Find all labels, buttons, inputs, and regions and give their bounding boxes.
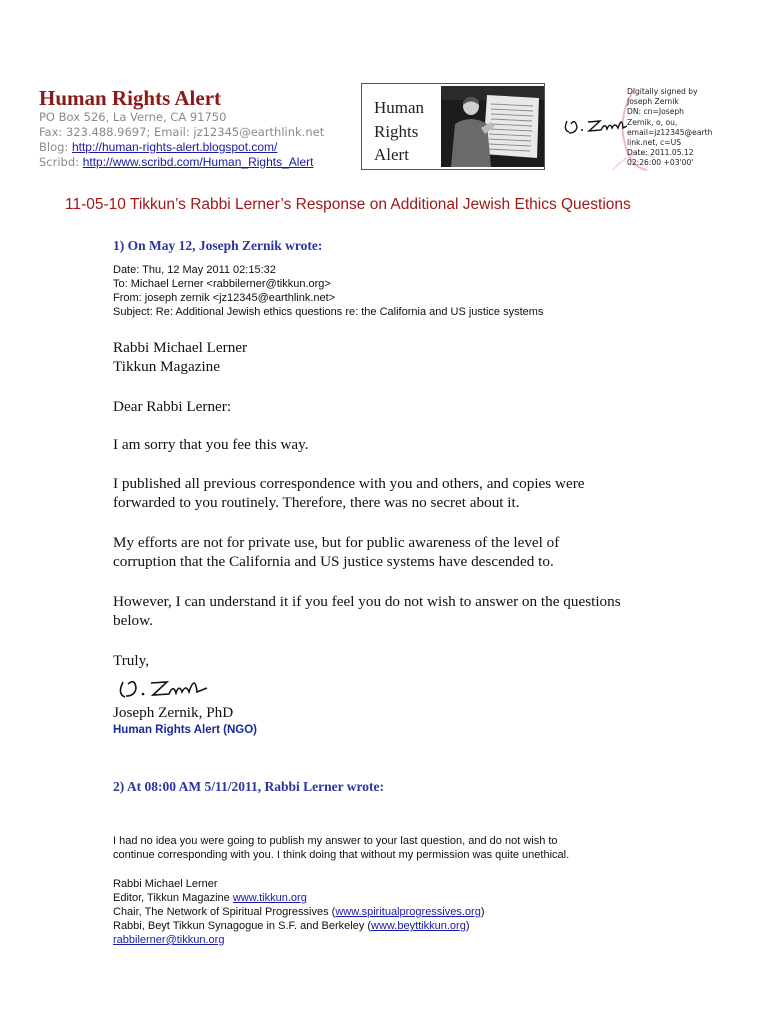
tikkun-link[interactable]: www.tikkun.org: [232, 892, 307, 904]
lerner-email-link[interactable]: rabbilerner@tikkun.org: [113, 934, 225, 946]
blog-line: [39, 140, 277, 154]
salutation: Dear Rabbi Lerner:: [113, 398, 232, 415]
paragraph-line: forwarded to you routinely. Therefore, there was no secret about it.: [113, 494, 520, 511]
lerner-email: [113, 934, 224, 946]
paragraph-line: below.: [113, 612, 153, 629]
sig-line: 02:26:00 +03'00': [627, 158, 694, 168]
email-from: From: joseph zernik <jz12345@earthlink.net>: [113, 292, 336, 304]
lerner-name: Rabbi Michael Lerner: [113, 878, 218, 890]
person-reading-declaration-photo-icon: [441, 86, 544, 167]
lerner-title-3: [113, 920, 469, 932]
logo-line-2: Rights: [374, 122, 419, 141]
fax-email-line: Fax: 323.488.9697; Email: jz12345@earthlink.net: [39, 125, 325, 139]
handwritten-signature-icon: [115, 672, 235, 704]
lerner-title-1-text: Editor, Tikkun Magazine: [113, 892, 233, 904]
sig-line: link.net, c=US: [627, 138, 682, 148]
reply-line: continue corresponding with you. I think doing that without my permission was quite unethical.: [113, 849, 570, 861]
hra-logo: [361, 83, 545, 170]
paragraph-line: I published all previous correspondence with you and others, and copies were: [113, 475, 585, 492]
addressee-name: Rabbi Michael Lerner: [113, 339, 248, 356]
scribd-line: [39, 155, 313, 169]
paragraph-line: corruption that the California and US justice systems have descended to.: [113, 553, 554, 570]
sig-line: email=jz12345@earth: [627, 127, 713, 137]
sig-line: DN: cn=Joseph: [627, 107, 684, 117]
email-date: Date: Thu, 12 May 2011 02:15:32: [113, 264, 276, 276]
section2-heading: 2) At 08:00 AM 5/11/2011, Rabbi Lerner wrote:: [113, 779, 384, 794]
beyt-tikkun-link[interactable]: www.beyttikkun.org: [371, 920, 466, 932]
sig-line: Date: 2011.05.12: [627, 148, 694, 158]
reply-line: I had no idea you were going to publish my answer to your last question, and do not wish to: [113, 835, 558, 847]
address-line: PO Box 526, La Verne, CA 91750: [39, 110, 227, 124]
digital-signature: [555, 86, 755, 176]
sig-line: Zernik, o, ou,: [627, 117, 678, 127]
document-title: 11-05-10 Tikkun’s Rabbi Lerner’s Response on Additional Jewish Ethics Questions: [65, 196, 631, 213]
lerner-title-2: [113, 906, 485, 918]
logo-line-3: Alert: [374, 145, 409, 164]
signature-details: [627, 87, 712, 169]
blog-label: Blog:: [39, 140, 69, 154]
paragraph-line: However, I can understand it if you feel you do not wish to answer on the questions: [113, 593, 621, 610]
signer-org: Human Rights Alert (NGO): [113, 724, 257, 736]
lerner-title-1: [113, 892, 307, 904]
spiritual-progressives-link[interactable]: www.spiritualprogressives.org: [335, 906, 481, 918]
section1-heading: 1) On May 12, Joseph Zernik wrote:: [113, 238, 323, 253]
signer-name: Joseph Zernik, PhD: [113, 704, 234, 721]
paren-close: ): [465, 920, 470, 932]
lerner-title-3-text: Rabbi, Beyt Tikkun Synagogue in S.F. and Berkeley (: [113, 920, 372, 932]
addressee-org: Tikkun Magazine: [113, 358, 221, 375]
paragraph-line: My efforts are not for private use, but for public awareness of the level of: [113, 534, 560, 551]
logo-line-1: Human: [374, 98, 425, 117]
email-to: To: Michael Lerner <rabbilerner@tikkun.org>: [113, 278, 331, 290]
sig-line: Joseph Zernik: [627, 97, 679, 107]
paragraph-line: I am sorry that you fee this way.: [113, 436, 309, 453]
blog-link[interactable]: http://human-rights-alert.blogspot.com/: [71, 140, 278, 154]
org-name: Human Rights Alert: [39, 86, 222, 110]
scribd-link[interactable]: http://www.scribd.com/Human_Rights_Alert: [82, 155, 314, 169]
email-subject: Subject: Re: Additional Jewish ethics questions re: the California and US justice systems: [113, 306, 544, 318]
scribd-label: Scribd:: [39, 155, 80, 169]
lerner-title-2-text: Chair, The Network of Spiritual Progressives (: [113, 906, 336, 918]
closing: Truly,: [113, 652, 150, 669]
sig-line: Digitally signed by: [627, 87, 698, 96]
paren-close: ): [480, 906, 485, 918]
